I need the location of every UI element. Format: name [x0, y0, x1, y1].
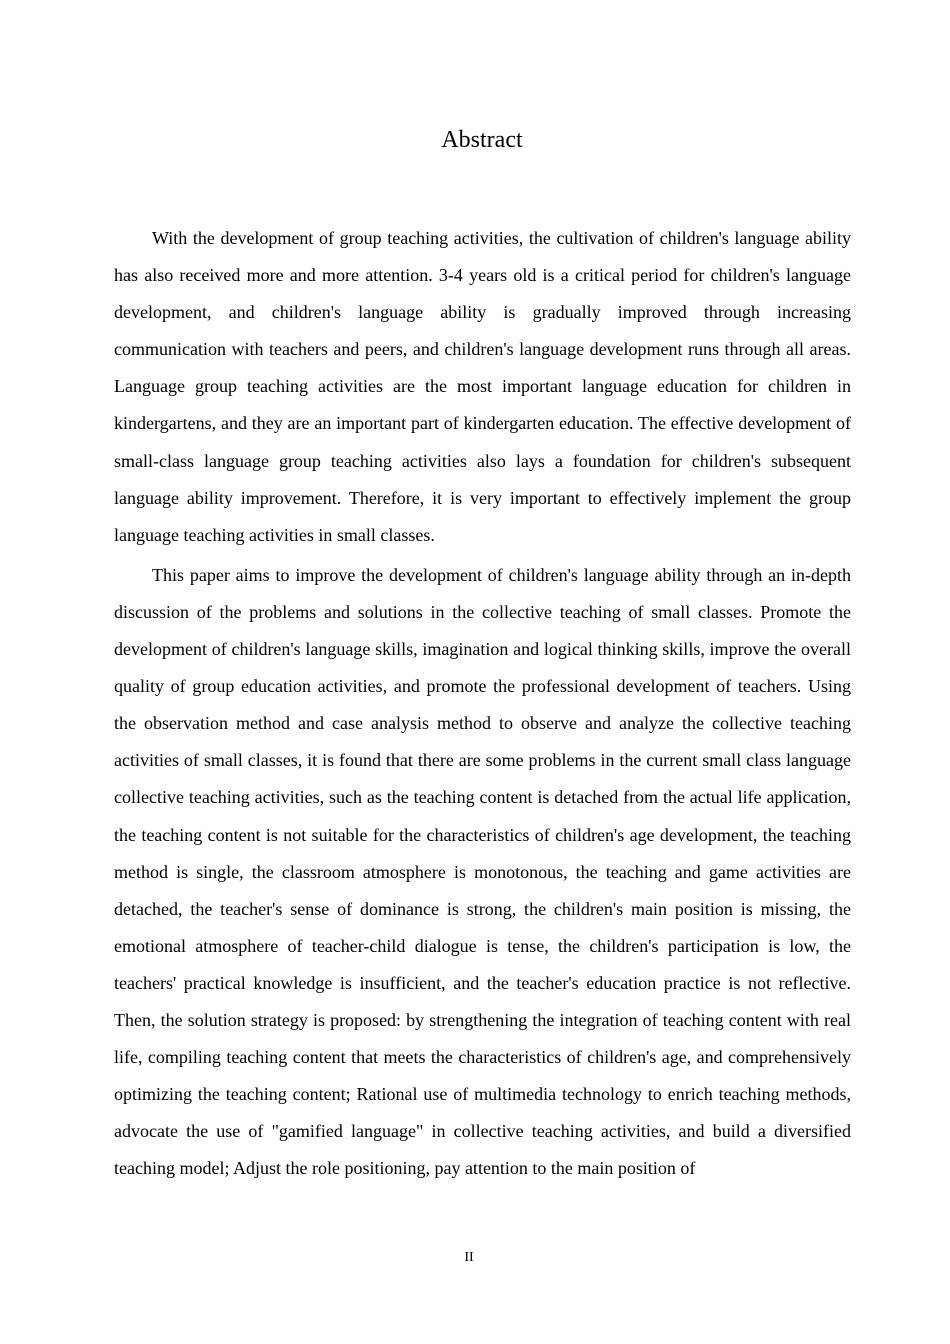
abstract-paragraph-2: This paper aims to improve the development of children's language ability through an in-depth discussion of the problems and solutions in the collective teaching of small classes. Promote the development of children's language skills, imagination and logical thinking skills, improve the overall quality of group education activities, and promote the professional development of teachers. Using the observation method and case analysis method to observe and analyze the collective teaching activities of small classes, it is found that there are some problems in the current small class language collective teaching activities, such as the teaching content is detached from the actual life application, the teaching content is not suitable for the characteristics of children's age development, the teaching method is single, the classroom atmosphere is monotonous, the teaching and game activities are detached, the teacher's sense of dominance is strong, the children's main position is missing, the emotional atmosphere of teacher-child dialogue is tense, the children's participation is low, the teachers' practical knowledge is insufficient, and the teacher's education practice is not reflective. Then, the solution strategy is proposed: by strengthening the integration of teaching content with real life, compiling teaching content that meets the characteristics of children's age, and comprehensively optimizing the teaching content; Rational use of multimedia technology to enrich teaching methods, advocate the use of "gamified language" in collective teaching activities, and build a diversified teaching model; Adjust the role positioning, pay attention to the main position of: [114, 564, 851, 1179]
page-number: II: [464, 1250, 474, 1265]
page-title: Abstract: [441, 127, 523, 153]
abstract-body: [114, 220, 851, 1187]
abstract-paragraph-1: With the development of group teaching activities, the cultivation of children's language ability has also received more and more attention. 3-4 years old is a critical period for children's language development, and children's language ability is gradually improved through increasing communication with teachers and peers, and children's language development runs through all areas. Language group teaching activities are the most important language education for children in kindergartens, and they are an important part of kindergarten education. The effective development of small-class language group teaching activities also lays a foundation for children's subsequent language ability improvement. Therefore, it is very important to effectively implement the group language teaching activities in small classes.: [114, 228, 851, 545]
